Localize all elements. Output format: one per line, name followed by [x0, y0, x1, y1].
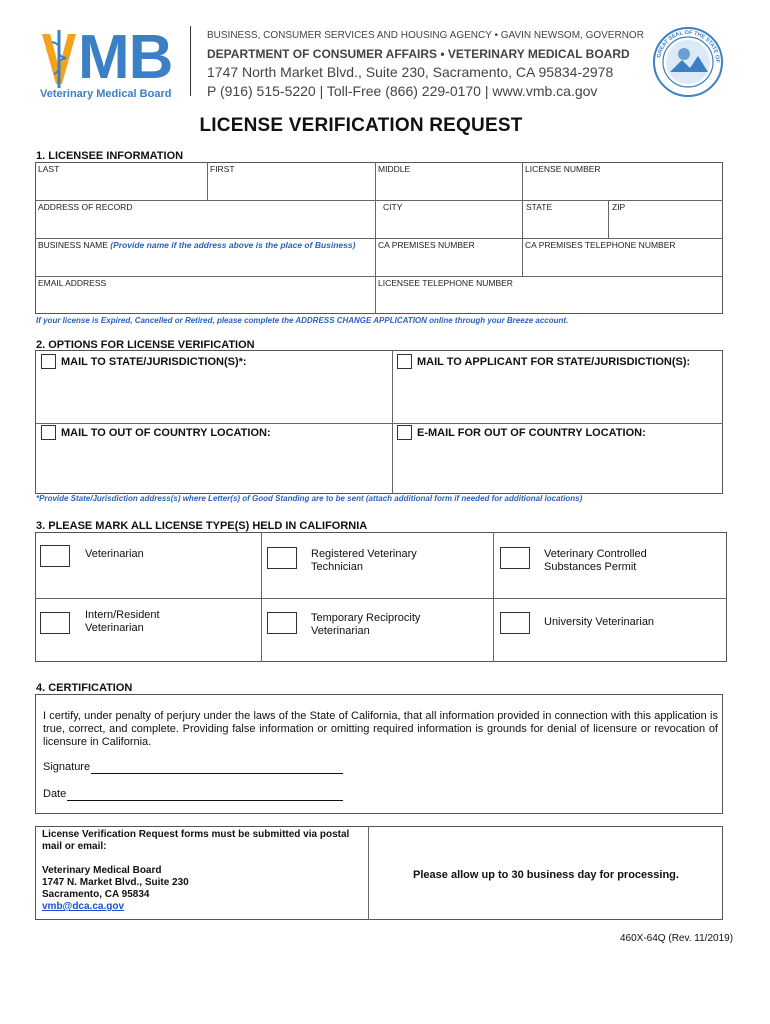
submission-org: Veterinary Medical Board	[42, 865, 162, 876]
business-name-note: (Provide name if the address above is the place of Business)	[110, 240, 356, 250]
processing-note: Please allow up to 30 business day for processing.	[413, 869, 679, 881]
jurisdiction-note: *Provide State/Jurisdiction address(s) where Letter(s) of Good Standing are to be sent (attach additional form if needed for additional locations)	[36, 494, 583, 503]
license-type-temp-reciprocity	[311, 612, 420, 638]
header-divider	[190, 26, 191, 96]
license-type-line: Veterinarian	[85, 622, 144, 634]
submission-instructions	[42, 829, 362, 913]
col-divider	[207, 162, 208, 200]
mail-applicant-checkbox[interactable]	[397, 354, 412, 369]
license-type-veterinarian	[85, 548, 144, 561]
row-divider	[35, 423, 723, 424]
phone-line: P (916) 515-5220 | Toll-Free (866) 229-0170 | www.vmb.ca.gov	[207, 83, 598, 99]
license-type-line: Temporary Reciprocity	[311, 612, 421, 624]
license-type-line: Veterinarian	[311, 625, 370, 637]
col-divider	[392, 350, 393, 494]
logo-letters: MB	[78, 23, 173, 92]
mail-state-label: MAIL TO STATE/JURISDICTION(S)*:	[61, 356, 247, 368]
license-type-line: University Veterinarian	[544, 616, 655, 628]
email-address-field[interactable]: EMAIL ADDRESS	[38, 278, 107, 288]
expired-license-note: If your license is Expired, Cancelled or Retired, please complete the ADDRESS CHANGE APPLICATION online through your Breeze account.	[36, 316, 569, 325]
license-type-line: Substances Permit	[544, 561, 637, 573]
form-revision: 460X-64Q (Rev. 11/2019)	[620, 933, 734, 944]
zip-field[interactable]: ZIP	[612, 202, 626, 212]
license-type-rvt	[311, 548, 417, 574]
section3-heading: 3. PLEASE MARK ALL LICENSE TYPE(S) HELD IN CALIFORNIA	[36, 520, 368, 532]
page-title: LICENSE VERIFICATION REQUEST	[199, 115, 523, 136]
col-divider	[608, 200, 609, 238]
col-divider	[522, 162, 523, 276]
email-country-label: E-MAIL FOR OUT OF COUNTRY LOCATION:	[417, 427, 646, 439]
certification-text: I certify, under penalty of perjury under the laws of the State of California, that all information provided in connection with this application is true, correct, and complete. Providing false information or omitting required information is grounds for denial of licensure or revocation of licensure in California.	[43, 710, 718, 748]
middle-name-field[interactable]: MIDDLE	[378, 164, 411, 174]
options-table	[35, 350, 723, 494]
address-field[interactable]: ADDRESS OF RECORD	[38, 202, 133, 212]
license-type-line: Intern/Resident	[85, 609, 160, 621]
seal-text: GREAT SEAL OF THE STATE OF	[656, 29, 721, 63]
license-type-line: Veterinarian	[85, 548, 144, 560]
header-text-block	[207, 30, 644, 99]
submission-line2: mail or email:	[42, 841, 107, 852]
row-divider	[35, 598, 727, 599]
intern-checkbox[interactable]	[40, 612, 70, 634]
row-divider	[35, 238, 723, 239]
row-divider	[35, 200, 723, 201]
ca-premises-phone-field[interactable]: CA PREMISES TELEPHONE NUMBER	[525, 240, 676, 250]
license-number-field[interactable]: LICENSE NUMBER	[525, 164, 601, 174]
licensee-phone-field[interactable]: LICENSEE TELEPHONE NUMBER	[378, 278, 513, 288]
row-divider	[35, 276, 723, 277]
rvt-checkbox[interactable]	[267, 547, 297, 569]
license-type-line: Veterinary Controlled	[544, 548, 647, 560]
col-divider	[261, 532, 262, 662]
mail-country-checkbox[interactable]	[41, 425, 56, 440]
col-divider	[375, 162, 376, 314]
mail-country-label: MAIL TO OUT OF COUNTRY LOCATION:	[61, 427, 271, 439]
ca-premises-number-field[interactable]: CA PREMISES NUMBER	[378, 240, 475, 250]
california-seal-icon	[652, 26, 724, 98]
business-name-label: BUSINESS NAME	[38, 240, 108, 250]
last-name-field[interactable]: LAST	[38, 164, 60, 174]
agency-line: BUSINESS, CONSUMER SERVICES AND HOUSING AGENCY • GAVIN NEWSOM, GOVERNOR	[207, 30, 644, 41]
business-name-field[interactable]	[38, 240, 355, 250]
section4-heading: 4. CERTIFICATION	[36, 682, 133, 694]
license-type-intern	[85, 609, 160, 635]
license-type-university	[544, 616, 654, 629]
first-name-field[interactable]: FIRST	[210, 164, 235, 174]
license-type-vcsp	[544, 548, 647, 574]
date-line[interactable]	[67, 800, 343, 801]
mail-state-checkbox[interactable]	[41, 354, 56, 369]
submission-line1: License Verification Request forms must be submitted via postal	[42, 829, 350, 840]
mail-applicant-label: MAIL TO APPLICANT FOR STATE/JURISDICTION(S):	[417, 356, 691, 368]
address-line: 1747 North Market Blvd., Suite 230, Sacramento, CA 95834-2978	[207, 64, 614, 80]
city-field[interactable]: CITY	[383, 202, 403, 212]
submission-email-link[interactable]: vmb@dca.ca.gov	[42, 901, 125, 912]
state-field[interactable]: STATE	[526, 202, 553, 212]
section1-heading: 1. LICENSEE INFORMATION	[36, 150, 184, 162]
date-label: Date	[43, 788, 67, 800]
submission-street: 1747 N. Market Blvd., Suite 230	[42, 877, 189, 888]
license-type-line: Registered Veterinary	[311, 548, 417, 560]
vmb-logo	[38, 23, 198, 104]
section2-heading: 2. OPTIONS FOR LICENSE VERIFICATION	[36, 339, 255, 351]
col-divider	[493, 532, 494, 662]
signature-label: Signature	[43, 761, 91, 773]
signature-line[interactable]	[91, 773, 343, 774]
email-country-checkbox[interactable]	[397, 425, 412, 440]
logo-subtitle: Veterinary Medical Board	[40, 88, 172, 100]
vcsp-checkbox[interactable]	[500, 547, 530, 569]
university-checkbox[interactable]	[500, 612, 530, 634]
department-line: DEPARTMENT OF CONSUMER AFFAIRS • VETERINARY MEDICAL BOARD	[207, 47, 630, 61]
veterinarian-checkbox[interactable]	[40, 545, 70, 567]
submission-city: Sacramento, CA 95834	[42, 889, 150, 900]
temp-reciprocity-checkbox[interactable]	[267, 612, 297, 634]
license-type-line: Technician	[311, 561, 363, 573]
